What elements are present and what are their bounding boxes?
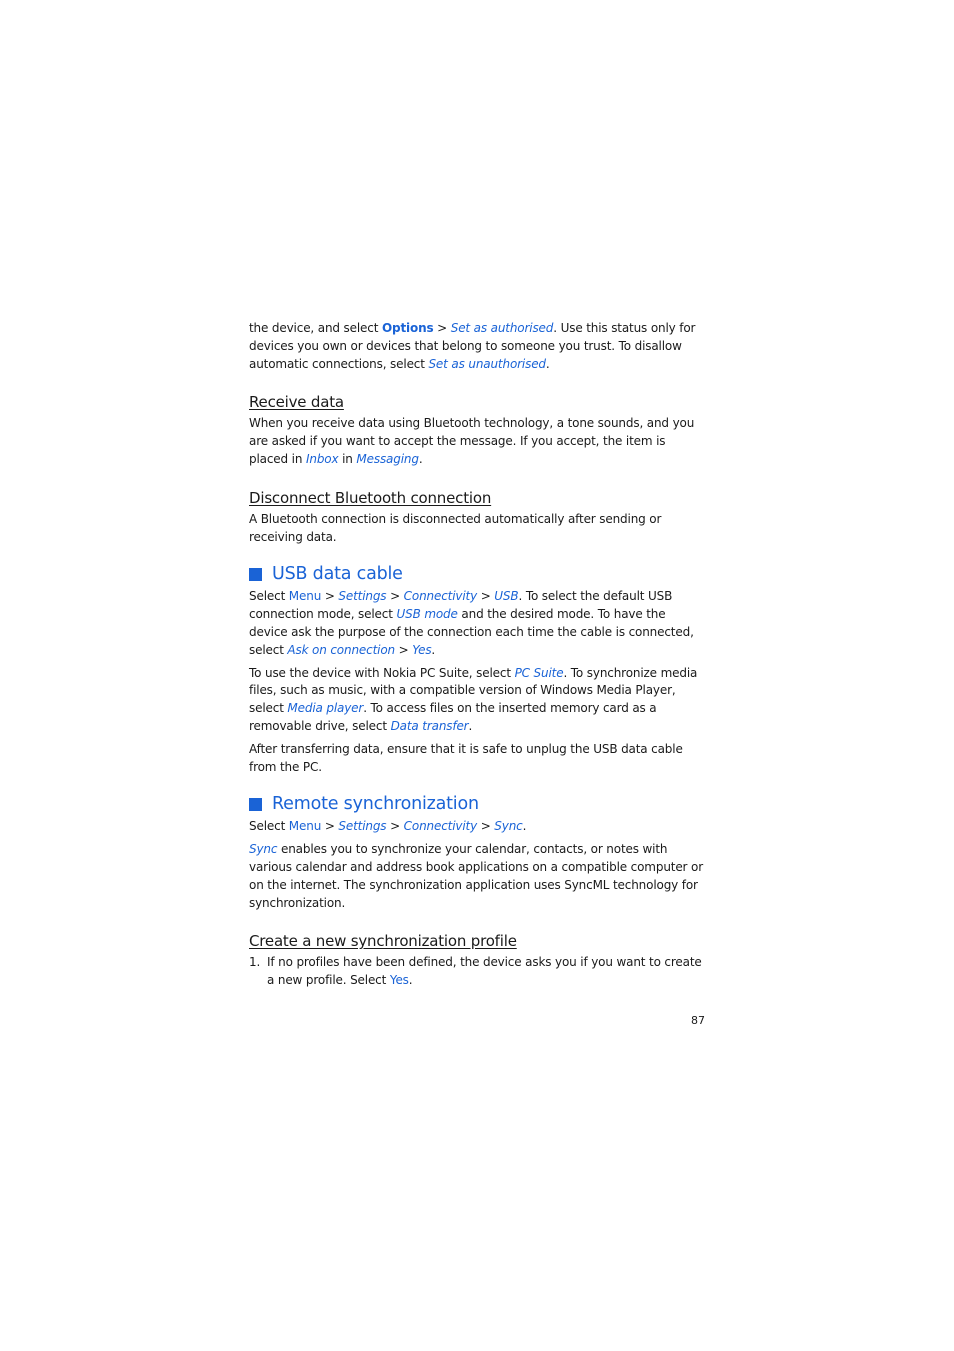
connectivity-term: Connectivity <box>403 589 478 604</box>
set-as-authorised-term: Set as authorised <box>450 321 554 335</box>
usb-paragraph-1: Select Menu > Settings > Connectivity > USB. To select the default USB connection mode, select USB mode and the desired mode. To have the device ask the purpose of the connection each time the cable is connected, select Ask on connection > Yes. <box>249 589 694 657</box>
pc-suite-term: PC Suite <box>514 665 564 680</box>
list-item: 1. If no profiles have been defined, the device asks you if you want to create a new profile. Select Yes. <box>249 955 702 988</box>
section-square-icon <box>249 568 262 581</box>
connectivity-term: Connectivity <box>403 819 478 834</box>
options-menu-term: Options <box>381 321 434 335</box>
settings-term: Settings <box>338 589 387 604</box>
usb-mode-term: USB mode <box>396 607 458 622</box>
remote-synchronization-heading: Remote synchronization <box>249 793 707 815</box>
receive-data-heading: Receive data <box>249 393 344 412</box>
usb-data-cable-heading: USB data cable <box>249 563 707 585</box>
remote-sync-paragraph-2: Sync enables you to synchronize your calendar, contacts, or notes with various calendar and address book applications on a compatible computer or on the internet. The synchronization application uses SyncML technology for synchronization. <box>249 842 703 910</box>
usb-paragraph-2: To use the device with Nokia PC Suite, select PC Suite. To synchronize media files, such as music, with a compatible version of Windows Media Player, select Media player. To access files on the inserted memory card as a removable drive, select Data transfer. <box>249 665 698 733</box>
disconnect-bluetooth-paragraph: A Bluetooth connection is disconnected automatically after sending or receiving data. <box>249 511 662 544</box>
intro-paragraph: the device, and select Options > Set as authorised. Use this status only for devices you own or devices that belong to someone you trust. To disallow automatic connections, select Set as unauthorised. <box>249 321 696 371</box>
settings-term: Settings <box>338 819 387 834</box>
remote-sync-paragraph-1: Select Menu > Settings > Connectivity > Sync. <box>249 819 527 834</box>
ask-on-connection-term: Ask on connection <box>287 642 395 657</box>
menu-term: Menu <box>288 589 322 604</box>
receive-data-paragraph: When you receive data using Bluetooth technology, a tone sounds, and you are asked if you want to accept the message. If you accept, the item is placed in Inbox in Messaging. <box>249 416 695 466</box>
manual-page-body <box>249 320 707 990</box>
set-as-unauthorised-term: Set as unauthorised <box>428 356 546 371</box>
section-square-icon <box>249 798 262 811</box>
usb-paragraph-3: After transferring data, ensure that it is safe to unplug the USB data cable from the PC. <box>249 741 683 774</box>
media-player-term: Media player <box>287 701 364 716</box>
messaging-term: Messaging <box>356 451 419 466</box>
usb-term: USB <box>494 589 519 604</box>
create-sync-profile-heading: Create a new synchronization profile <box>249 932 517 951</box>
menu-term: Menu <box>288 819 322 834</box>
sync-term: Sync <box>494 819 523 834</box>
yes-term: Yes <box>412 642 432 657</box>
create-profile-steps <box>249 954 707 990</box>
sync-term: Sync <box>249 842 278 857</box>
page-number: 87 <box>691 1014 705 1027</box>
yes-term: Yes <box>389 973 409 988</box>
disconnect-bluetooth-heading: Disconnect Bluetooth connection <box>249 488 492 507</box>
inbox-term: Inbox <box>305 451 339 466</box>
data-transfer-term: Data transfer <box>390 718 469 733</box>
